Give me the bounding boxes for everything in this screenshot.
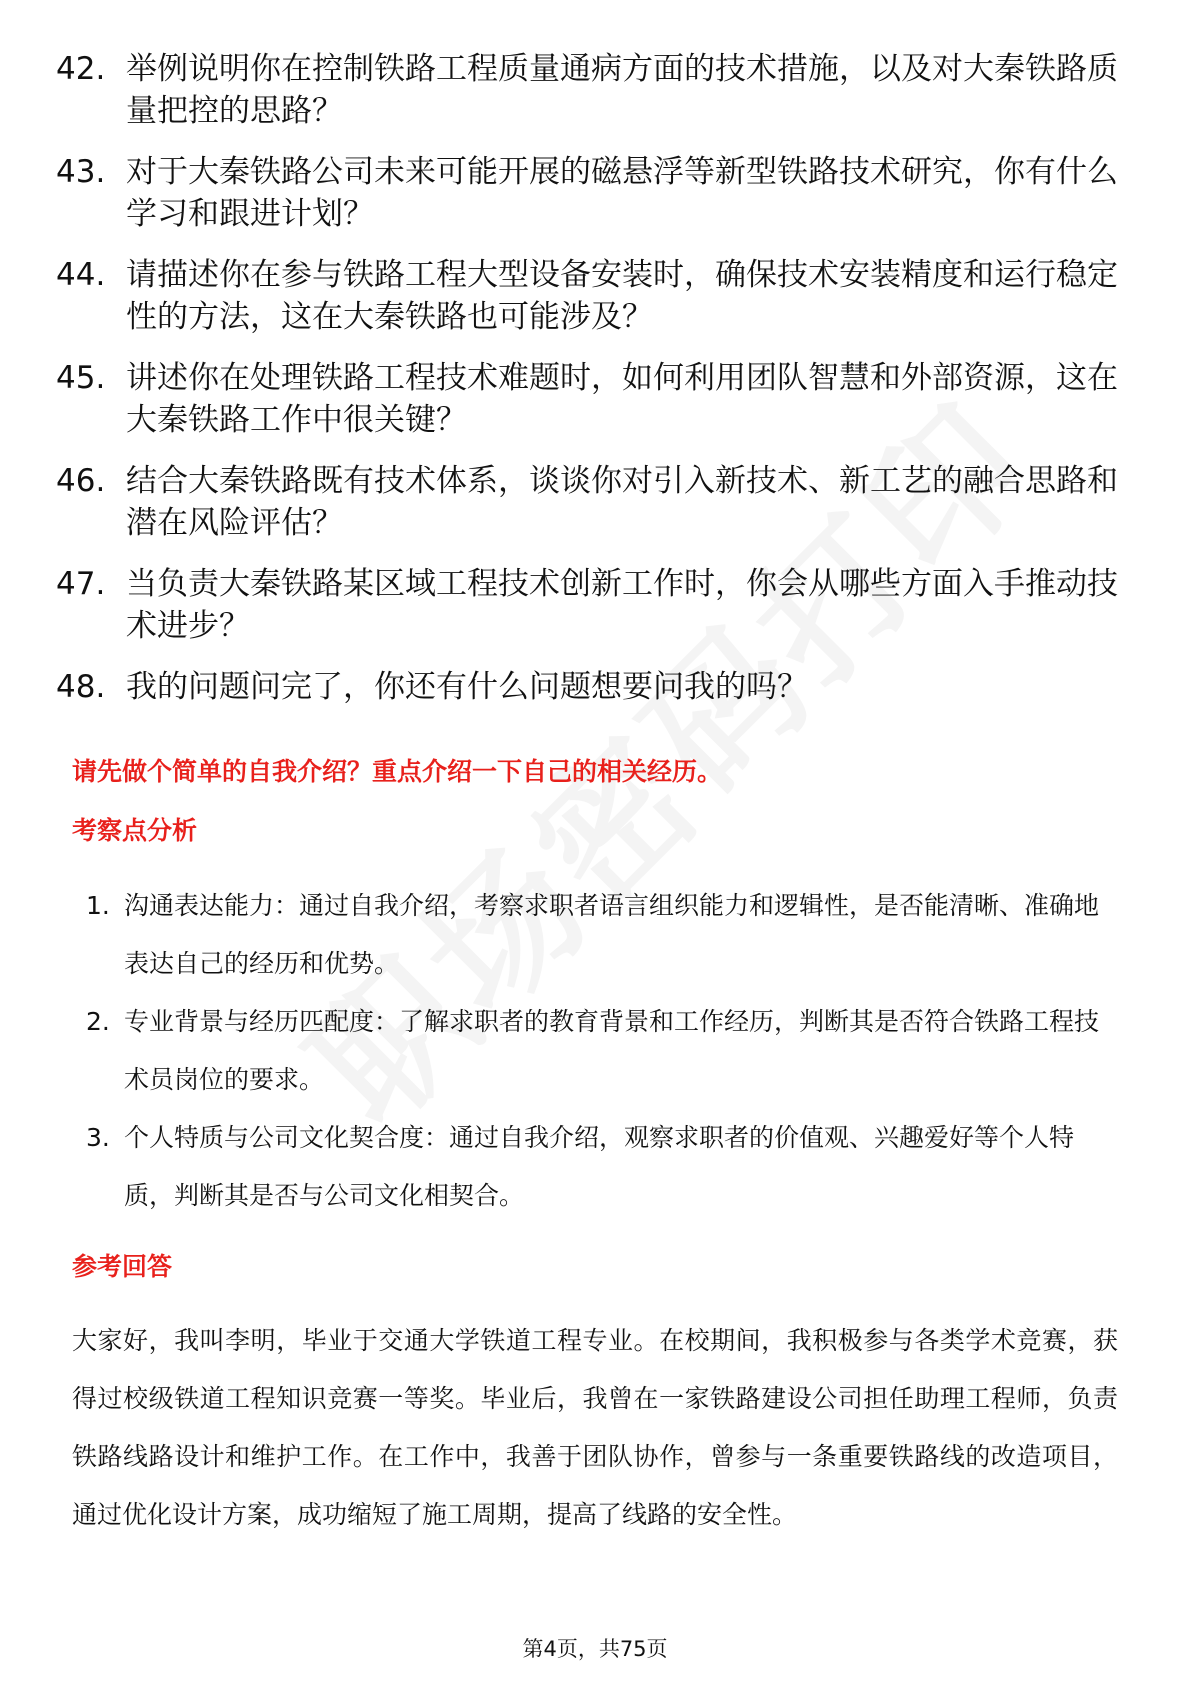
analysis-text: 专业背景与经历匹配度：了解求职者的教育背景和工作经历，判断其是否符合铁路工程技术员岗位的要求。	[124, 1007, 1100, 1094]
analysis-item	[82, 993, 1118, 1109]
question-item	[56, 460, 1136, 544]
question-list	[56, 48, 1136, 727]
analysis-item	[82, 1109, 1118, 1225]
question-number: 48.	[56, 669, 106, 705]
question-number: 47.	[56, 566, 106, 602]
question-number: 45.	[56, 360, 106, 396]
question-text: 讲述你在处理铁路工程技术难题时，如何利用团队智慧和外部资源，这在大秦铁路工作中很关键？	[126, 360, 1118, 438]
analysis-text: 个人特质与公司文化契合度：通过自我介绍，观察求职者的价值观、兴趣爱好等个人特质，判断其是否与公司文化相契合。	[124, 1123, 1075, 1210]
question-number: 44.	[56, 257, 106, 293]
question-text: 请描述你在参与铁路工程大型设备安装时，确保技术安装精度和运行稳定性的方法，这在大秦铁路也可能涉及？	[126, 257, 1118, 335]
answer-paragraph: 大家好，我叫李明，毕业于交通大学铁道工程专业。在校期间，我积极参与各类学术竞赛，获得过校级铁道工程知识竞赛一等奖。毕业后，我曾在一家铁路建设公司担任助理工程师，负责铁路线路设计和维护工作。在工作中，我善于团队协作，曾参与一条重要铁路线的改造项目，通过优化设计方案，成功缩短了施工周期，提高了线路的安全性。	[72, 1326, 1118, 1529]
question-text: 我的问题问完了，你还有什么问题想要问我的吗？	[126, 669, 808, 705]
question-text: 当负责大秦铁路某区域工程技术创新工作时，你会从哪些方面入手推动技术进步？	[126, 566, 1118, 644]
question-item	[56, 151, 1136, 235]
analysis-item	[82, 877, 1118, 993]
question-item	[56, 666, 1136, 708]
question-item	[56, 254, 1136, 338]
question-item	[56, 48, 1136, 132]
answer-heading: 参考回答	[72, 1252, 173, 1281]
question-item	[56, 357, 1136, 441]
analysis-list	[82, 877, 1118, 1225]
main-question-heading: 请先做个简单的自我介绍？重点介绍一下自己的相关经历。	[72, 757, 723, 786]
analysis-number: 1.	[86, 891, 110, 920]
analysis-text: 沟通表达能力：通过自我介绍，考察求职者语言组织能力和逻辑性，是否能清晰、准确地表达自己的经历和优势。	[124, 891, 1100, 978]
analysis-heading: 考察点分析	[72, 816, 198, 845]
question-text: 举例说明你在控制铁路工程质量通病方面的技术措施，以及对大秦铁路质量把控的思路？	[126, 51, 1118, 129]
question-text: 对于大秦铁路公司未来可能开展的磁悬浮等新型铁路技术研究，你有什么学习和跟进计划？	[126, 154, 1118, 232]
analysis-number: 2.	[86, 1007, 110, 1036]
question-item	[56, 563, 1136, 647]
question-number: 42.	[56, 51, 106, 87]
question-text: 结合大秦铁路既有技术体系，谈谈你对引入新技术、新工艺的融合思路和潜在风险评估？	[126, 463, 1118, 541]
analysis-number: 3.	[86, 1123, 110, 1152]
question-number: 43.	[56, 154, 106, 190]
question-number: 46.	[56, 463, 106, 499]
page-footer: 第4页，共75页	[522, 1637, 668, 1661]
